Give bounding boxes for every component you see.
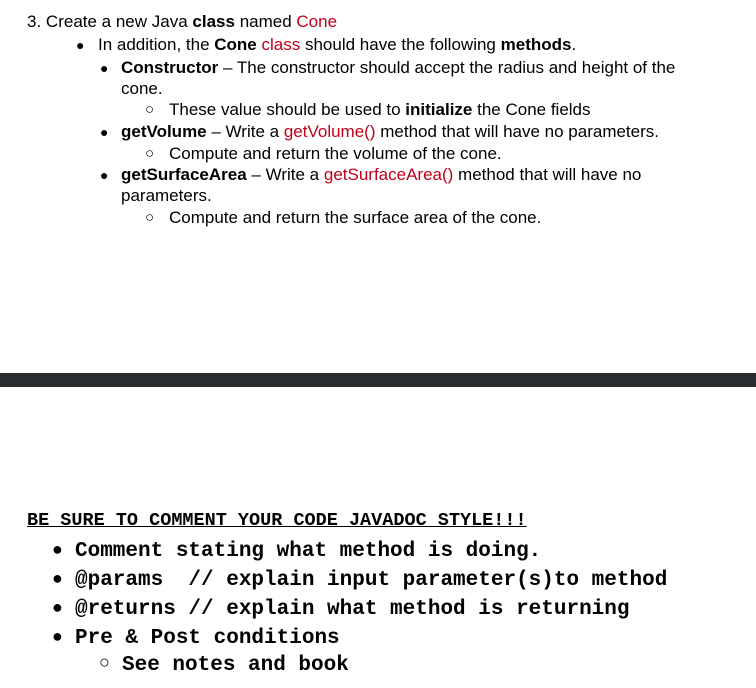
bullet-icon: ● xyxy=(52,541,63,561)
sub-class-name: Cone xyxy=(214,35,257,54)
getvolume-pre: – Write a xyxy=(211,122,280,141)
bullet-icon: ● xyxy=(52,570,63,590)
getsurfacearea-method: getSurfaceArea() xyxy=(323,165,454,184)
init-suffix: the Cone fields xyxy=(477,100,591,119)
constructor-desc: – The constructor should accept the radius and height of the xyxy=(223,58,676,77)
javadoc-item: @returns // explain what method is returning xyxy=(75,598,630,621)
sub-mid: should have the following xyxy=(304,35,496,54)
getvolume-post: method that will have no parameters. xyxy=(380,122,659,141)
circle-bullet-icon: ○ xyxy=(145,101,155,118)
task-number: 3. xyxy=(27,12,42,31)
getvolume-item xyxy=(121,121,659,142)
circle-bullet-icon: ○ xyxy=(145,145,155,162)
bullet-icon: ● xyxy=(52,599,63,619)
javadoc-item: Pre & Post conditions xyxy=(75,627,340,650)
getvolume-name: getVolume xyxy=(121,122,207,141)
javadoc-subitem: See notes and book xyxy=(122,654,349,677)
class-keyword: class xyxy=(192,12,235,31)
getsurfacearea-subitem: Compute and return the surface area of the cone. xyxy=(169,208,542,227)
constructor-desc-cont: cone. xyxy=(121,79,163,98)
divider-bar xyxy=(0,373,756,387)
task-intro: Create a new Java xyxy=(45,12,188,31)
constructor-item xyxy=(121,57,675,78)
getsurfacearea-cont: parameters. xyxy=(121,186,212,205)
constructor-name: Constructor xyxy=(121,58,219,77)
javadoc-item: Comment stating what method is doing. xyxy=(75,540,542,563)
getvolume-method: getVolume() xyxy=(283,122,376,141)
circle-bullet-icon: ○ xyxy=(145,209,155,226)
getsurfacearea-post: method that will have no xyxy=(458,165,642,184)
constructor-subitem xyxy=(169,99,591,120)
javadoc-heading: BE SURE TO COMMENT YOUR CODE JAVADOC STYLE!!! xyxy=(27,510,527,531)
getvolume-subitem: Compute and return the volume of the cone. xyxy=(169,144,502,163)
sub-prefix: In addition, the xyxy=(98,35,210,54)
javadoc-item: @params // explain input parameter(s)to method xyxy=(75,569,668,592)
bullet-icon: ● xyxy=(76,37,85,53)
methods-word: methods xyxy=(500,35,572,54)
bullet-icon: ● xyxy=(52,628,63,648)
getsurfacearea-name: getSurfaceArea xyxy=(121,165,247,184)
getsurfacearea-pre: – Write a xyxy=(251,165,320,184)
sub-class-word: class xyxy=(261,35,301,54)
task-title xyxy=(27,11,337,32)
sub-end: . xyxy=(571,35,577,54)
circle-bullet-icon: ○ xyxy=(99,654,110,674)
bullet-icon: ● xyxy=(100,124,109,140)
bullet-icon: ● xyxy=(100,60,109,76)
named-text: named xyxy=(239,12,292,31)
init-prefix: These value should be used to xyxy=(169,100,401,119)
class-name: Cone xyxy=(296,12,338,31)
bullet-icon: ● xyxy=(100,167,109,183)
getsurfacearea-item xyxy=(121,164,641,185)
methods-intro xyxy=(98,34,576,55)
init-word: initialize xyxy=(405,100,473,119)
